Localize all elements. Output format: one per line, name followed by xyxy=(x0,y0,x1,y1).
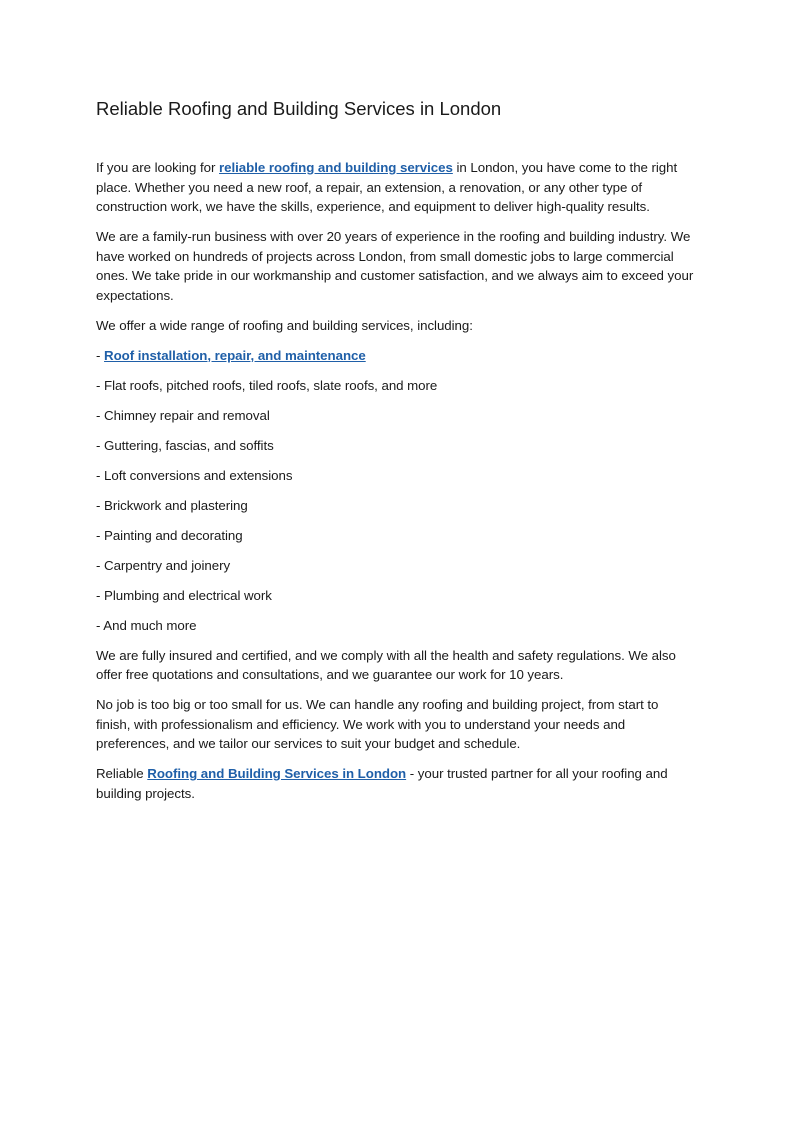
insurance-paragraph: We are fully insured and certified, and we comply with all the health and safety regulations. We also offer free quotations and consultations, and we guarantee our work for 10 years. xyxy=(96,647,676,682)
service-item: - Loft conversions and extensions xyxy=(96,467,293,483)
document-page xyxy=(96,96,696,814)
closing-paragraph xyxy=(96,764,696,803)
services-intro: We offer a wide range of roofing and building services, including: xyxy=(96,317,473,333)
closing-text-before: Reliable xyxy=(96,766,148,781)
service-item-roof xyxy=(96,346,696,366)
service-item: - Guttering, fascias, and soffits xyxy=(96,437,274,453)
intro-link[interactable]: reliable roofing and building services xyxy=(219,160,453,175)
no-job-paragraph: No job is too big or too small for us. We can handle any roofing and building project, from start to finish, with professionalism and efficiency. We work with you to understand your needs and preferences, and we tailor our services to suit your budget and schedule. xyxy=(96,697,659,751)
service-item: - And much more xyxy=(96,617,197,633)
closing-link[interactable]: Roofing and Building Services in London xyxy=(147,766,407,781)
service-item-prefix: - xyxy=(96,347,105,363)
service-item: - Painting and decorating xyxy=(96,527,243,543)
roof-services-link[interactable]: Roof installation, repair, and maintenance xyxy=(104,347,366,363)
closing-text-after: - your trusted partner for all your roofing and building projects. xyxy=(96,766,668,801)
intro-text-after: in London, you have come to the right place. Whether you need a new roof, a repair, an extension, a renovation, or any other type of construction work, we have the skills, experience, and equipment to deliver high-quality results. xyxy=(96,160,678,214)
page-title: Reliable Roofing and Building Services in London xyxy=(96,98,502,119)
service-item: - Plumbing and electrical work xyxy=(96,587,272,603)
service-item: - Chimney repair and removal xyxy=(96,407,270,423)
about-paragraph: We are a family-run business with over 20 years of experience in the roofing and building industry. We have worked on hundreds of projects across London, from small domestic jobs to large commercial ones. We take pride in our workmanship and customer satisfaction, and we always aim to exceed your expectations. xyxy=(96,229,694,303)
intro-text-before: If you are looking for xyxy=(96,160,220,175)
service-item: - Carpentry and joinery xyxy=(96,557,231,573)
service-item: - Flat roofs, pitched roofs, tiled roofs, slate roofs, and more xyxy=(96,377,438,393)
service-item: - Brickwork and plastering xyxy=(96,497,248,513)
intro-paragraph xyxy=(96,158,696,217)
